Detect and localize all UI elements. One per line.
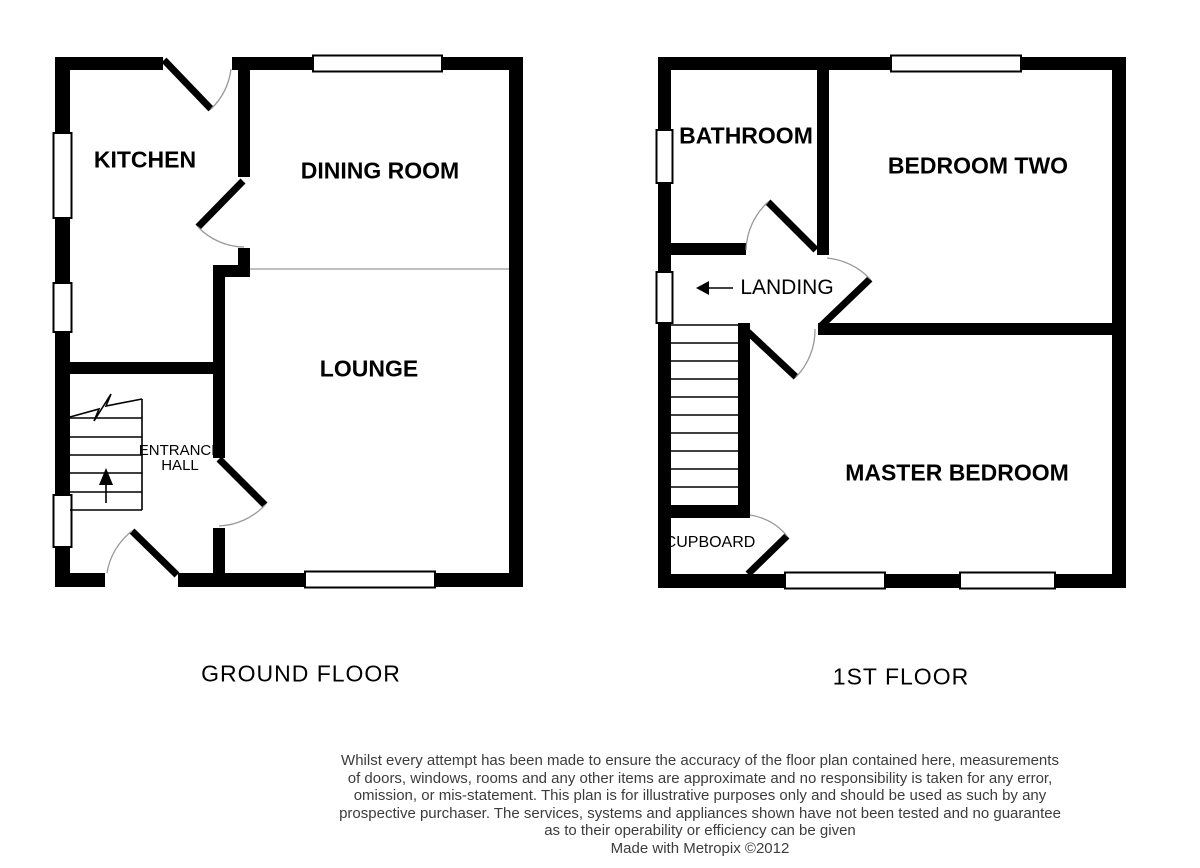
landing-direction-arrow-icon	[696, 281, 733, 295]
disclaimer-line: as to their operability or efficiency can be given	[544, 822, 856, 839]
wall	[509, 57, 523, 587]
window	[305, 572, 435, 588]
front-door-leaf	[132, 531, 177, 575]
room-label-bedroom-two: BEDROOM TWO	[887, 152, 1069, 179]
wall	[671, 505, 750, 518]
room-label-kitchen: KITCHEN	[93, 146, 197, 173]
window	[891, 56, 1021, 72]
metropix-credit: Made with Metropix ©2012	[610, 839, 790, 857]
room-label-dining-room: DINING ROOM	[300, 157, 460, 184]
room-label-entrance-hall	[139, 443, 222, 473]
cupboard-door-arc	[750, 515, 787, 536]
disclaimer-line: prospective purchaser. The services, systems and appliances shown have not been tested and no guarantee	[339, 804, 1061, 822]
wall	[55, 57, 163, 70]
kitchen-dining-door-leaf	[198, 181, 243, 227]
wall	[671, 243, 746, 255]
master-bedroom-door-arc	[796, 329, 815, 377]
wall	[70, 362, 225, 374]
disclaimer-text	[300, 752, 1100, 857]
wall	[817, 70, 829, 255]
room-label-bathroom: BATHROOM	[679, 122, 813, 149]
kitchen-back-door-arc	[211, 69, 231, 109]
first-floor-doors	[746, 202, 870, 574]
first-floor-title: 1ST FLOOR	[832, 663, 970, 690]
window	[313, 56, 442, 72]
room-label-lounge: LOUNGE	[319, 355, 419, 382]
room-label-master-bedroom: MASTER BEDROOM	[845, 459, 1069, 486]
kitchen-dining-door-arc	[198, 227, 244, 247]
wall	[238, 57, 250, 177]
kitchen-back-door-leaf	[164, 60, 211, 109]
front-door-arc	[107, 531, 132, 573]
wall	[213, 265, 225, 458]
ground-floor-interior-walls	[70, 57, 250, 587]
arrow-head	[696, 281, 709, 295]
wall	[213, 528, 225, 587]
master-bedroom-door-leaf	[748, 332, 796, 377]
window	[54, 283, 72, 332]
lounge-door-arc	[219, 505, 265, 526]
window	[657, 130, 673, 183]
ground-floor-outer-walls	[55, 57, 523, 587]
window	[54, 495, 72, 547]
bathroom-door-arc	[746, 202, 768, 250]
ground-floor-title: GROUND FLOOR	[201, 660, 401, 687]
arrow-head	[99, 468, 113, 485]
wall	[1112, 57, 1126, 588]
window	[785, 573, 885, 589]
disclaimer-line: of doors, windows, rooms and any other items are approximate and no responsibility is taken for any error,	[347, 769, 1053, 787]
bathroom-door-leaf	[768, 202, 816, 250]
first-floor-stairs	[671, 325, 738, 487]
disclaimer-line: omission, or mis-statement. This plan is for illustrative purposes only and should be used as such by any	[353, 787, 1047, 804]
entrance-hall-line1: ENTRANCE	[138, 442, 222, 459]
entrance-hall-line2: HALL	[161, 457, 199, 474]
disclaimer-line: Whilst every attempt has been made to ensure the accuracy of the floor plan contained here, measurements	[341, 752, 1059, 769]
lounge-door-leaf	[219, 459, 265, 505]
wall	[738, 323, 750, 512]
wall	[55, 573, 105, 587]
room-label-landing: LANDING	[740, 276, 834, 299]
room-label-cupboard: CUPBOARD	[664, 534, 756, 551]
ground-floor-plan	[54, 56, 524, 588]
wall	[818, 323, 1112, 335]
stairs-break-line	[70, 394, 142, 421]
window	[657, 272, 673, 323]
window	[960, 573, 1055, 589]
window	[54, 133, 72, 218]
